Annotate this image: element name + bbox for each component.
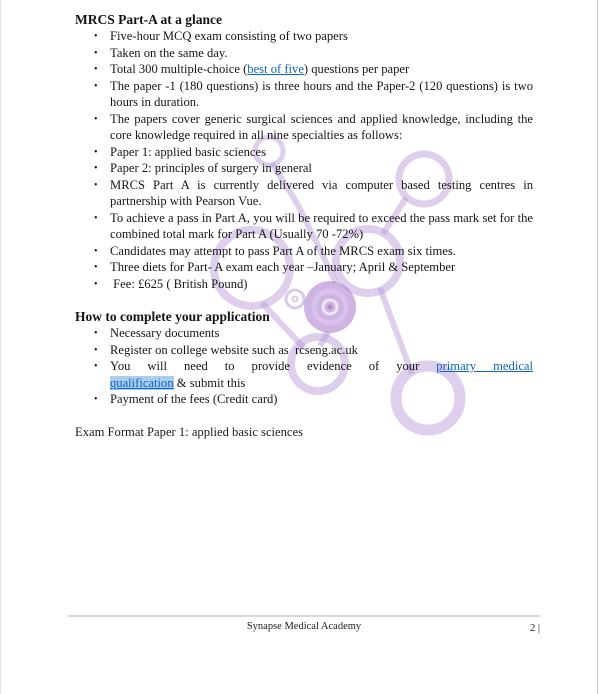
bullet-item [75, 78, 533, 111]
text-segment: Five-hour MCQ exam consisting of two papers [110, 29, 348, 43]
bullet-icon: • [94, 179, 98, 191]
bullet-icon: • [94, 262, 98, 273]
bullet-item [75, 391, 533, 408]
primary-medical-link[interactable]: primary medical [436, 359, 533, 373]
bullet-item [75, 342, 533, 359]
bullet-icon: • [94, 344, 98, 356]
bullet-icon: • [94, 113, 98, 125]
page-footer [68, 615, 540, 633]
section-title-mrcs-part-a: MRCS Part-A at a glance [75, 12, 222, 27]
footer-academy-name: Synapse Medical Academy [246, 621, 362, 632]
text-segment: To achieve a pass in Part A, you will be required to exceed the pass mark set for the combined total mark for Part A (Usually 70 -72%) [110, 210, 533, 241]
footer-page-number: 2 | [530, 623, 540, 634]
bullet-icon: • [94, 361, 98, 372]
bullet-list-part-a [75, 28, 533, 292]
bullet-item [75, 276, 533, 293]
bullet-item [75, 111, 533, 144]
text-segment: Paper 1: applied basic sciences [110, 144, 266, 159]
bullet-item [75, 210, 533, 243]
text-segment: & submit this [173, 375, 246, 390]
text-segment: Paper 2: principles of surgery in general [110, 161, 312, 175]
bullet-line [110, 375, 533, 392]
bullet-list-application [75, 325, 533, 408]
bullet-item [75, 325, 533, 342]
text-segment: The paper -1 (180 questions) is three hours and the Paper-2 (120 questions) is two hours in duration. [110, 78, 533, 109]
bullet-icon: • [94, 31, 98, 42]
bullet-item [75, 144, 533, 161]
text-segment: Three diets for Part- A exam each year –January; April & September [110, 260, 456, 274]
text-segment: MRCS Part A is currently delivered via computer based testing centres in partnership with Pearson Vue. [110, 177, 533, 208]
text-segment: Payment of the fees (Credit card) [110, 392, 278, 406]
bullet-icon: • [94, 47, 98, 59]
bullet-icon: • [94, 245, 98, 257]
bullet-icon: • [94, 163, 98, 174]
bullet-line [110, 358, 533, 375]
text-segment: Necessary documents [110, 326, 220, 340]
bullet-item [75, 358, 533, 391]
bullet-item [75, 259, 533, 276]
bullet-icon: • [94, 394, 98, 405]
text-segment: Fee: £625 ( British Pound) [110, 276, 248, 291]
bullet-item [75, 45, 533, 62]
bullet-icon: • [94, 328, 98, 339]
text-segment: ) questions per paper [303, 62, 410, 76]
text-segment: Taken on the same day. [110, 45, 228, 60]
text-segment: Candidates may attempt to pass Part A of the MRCS exam six times. [110, 243, 456, 258]
bullet-item [75, 28, 533, 45]
bullet-icon: • [94, 80, 98, 92]
bullet-item [75, 61, 533, 78]
bullet-icon: • [94, 212, 98, 224]
text-segment: The papers cover generic surgical sciences and applied knowledge, including the core knowledge required in all nine specialties as follows: [110, 111, 533, 142]
section-title-application: How to complete your application [75, 309, 270, 324]
best-of-five-link[interactable]: best of five [247, 62, 304, 76]
qualification-link[interactable]: qualification [110, 375, 174, 390]
bullet-item [75, 243, 533, 260]
bullet-icon: • [94, 146, 98, 158]
bullet-icon: • [94, 64, 98, 75]
text-segment: Register on college website such as rcseng.ac.uk [110, 342, 358, 357]
exam-format-paragraph: Exam Format Paper 1: applied basic sciences [75, 424, 304, 439]
bullet-icon: • [94, 278, 98, 290]
bullet-item [75, 177, 533, 210]
bullet-item [75, 160, 533, 177]
text-segment: You will need to provide evidence of your [110, 359, 437, 373]
text-segment: Total 300 multiple-choice ( [110, 62, 248, 76]
